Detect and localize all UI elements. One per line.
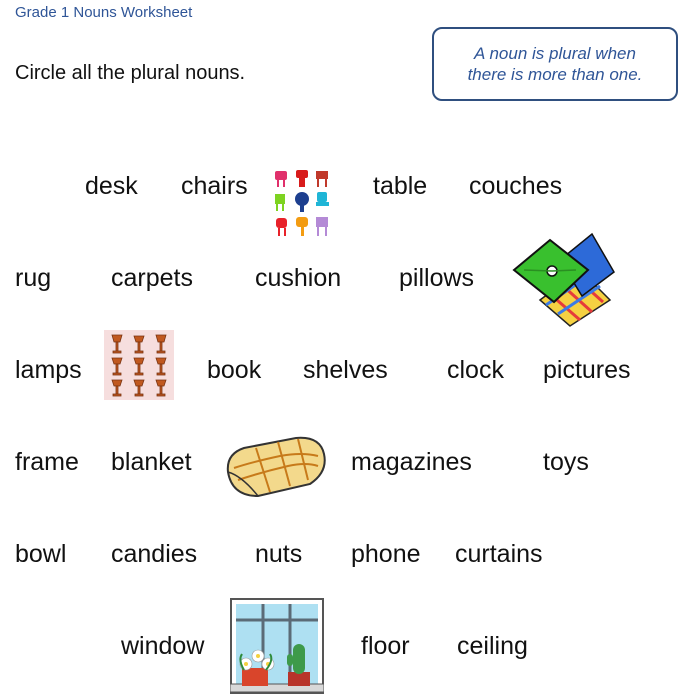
blanket-clipart-icon [222,432,330,500]
pillows-clipart-icon [510,230,620,328]
word-frame[interactable]: frame [15,448,79,476]
word-book[interactable]: book [207,356,262,384]
chairs-clipart-icon [272,168,334,240]
word-blanket[interactable]: blanket [111,448,192,476]
word-carpets[interactable]: carpets [111,264,193,292]
word-curtains[interactable]: curtains [455,540,543,568]
word-clock[interactable]: clock [447,356,504,384]
word-rug[interactable]: rug [15,264,52,292]
word-chairs[interactable]: chairs [181,172,248,200]
word-desk[interactable]: desk [85,172,138,200]
word-magazines[interactable]: magazines [351,448,472,476]
word-pillows[interactable]: pillows [399,264,475,292]
word-window[interactable]: window [121,632,205,660]
word-lamps[interactable]: lamps [15,356,82,384]
word-ceiling[interactable]: ceiling [457,632,528,660]
note-line-2: there is more than one. [467,65,643,84]
word-floor[interactable]: floor [361,632,410,660]
instruction-text: Circle all the plural nouns. [15,62,246,84]
word-couches[interactable]: couches [469,172,563,200]
word-bowl[interactable]: bowl [15,540,67,568]
plural-rule-note [432,27,678,101]
lamps-clipart-icon [104,330,174,400]
word-table[interactable]: table [373,172,428,200]
note-line-1: A noun is plural when [474,44,636,63]
word-cushion[interactable]: cushion [255,264,342,292]
word-candies[interactable]: candies [111,540,198,568]
word-pictures[interactable]: pictures [543,356,631,384]
word-shelves[interactable]: shelves [303,356,388,384]
window-plants-clipart-icon [230,598,324,694]
worksheet-header: Grade 1 Nouns Worksheet [15,4,193,21]
word-phone[interactable]: phone [351,540,421,568]
word-toys[interactable]: toys [543,448,589,476]
word-nuts[interactable]: nuts [255,540,303,568]
